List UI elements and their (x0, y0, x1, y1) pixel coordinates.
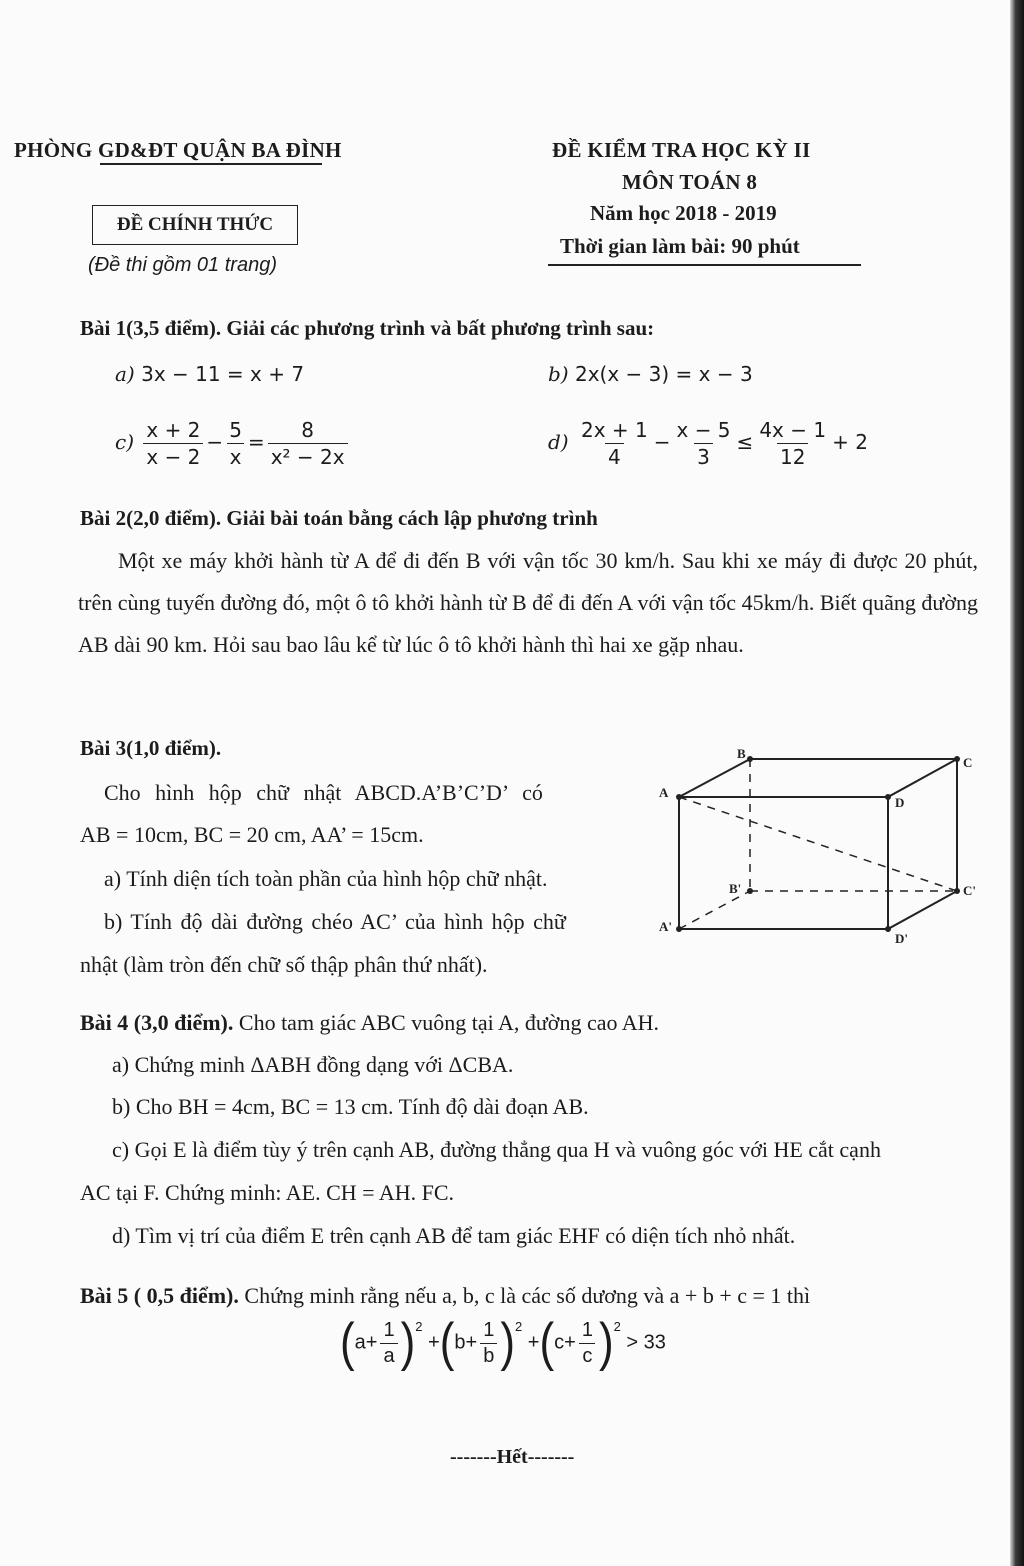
bai2-title: Bài 2(2,0 điểm). Giải bài toán bằng cách lập phương trình (80, 506, 598, 530)
bai1-title: Bài 1(3,5 điểm). Giải các phương trình và bất phương trình sau: (80, 316, 655, 340)
edge-A-B (679, 759, 750, 797)
bai4-title: Bài 4 (3,0 điểm). (80, 1010, 234, 1035)
bai1-d-frac3: $\frac{4x - 1}{12}$ (759, 418, 827, 469)
school-year: Năm học 2018 - 2019 (590, 201, 777, 225)
bai3-b1: b) Tính độ dài đường chéo AC’ của hình hộp chữ (104, 909, 566, 934)
bai1-b-eq: 2x(x − 3) = x − 3 (574, 362, 753, 386)
bai2-body: Một xe máy khởi hành từ A để đi đến B với vận tốc 30 km/h. Sau khi xe máy đi được 20 phút, trên cùng tuyến đường đó, một ô tô khởi hành từ B để đi đến A với vận tốc 45km/h. Biết quãng đường AB dài 90 km. Hỏi sau bao lâu kể từ lúc ô tô khởi hành thì hai xe gặp nhau. (78, 548, 978, 657)
duration-underline (548, 264, 861, 266)
bai4-c1: c) Gọi E là điểm tùy ý trên cạnh AB, đường thẳng qua H và vuông góc với HE cắt cạnh (112, 1137, 881, 1162)
bai1-b (548, 362, 753, 386)
end-marker: -------Hết------- (450, 1446, 575, 1468)
bai1-d-label: d) (548, 430, 569, 454)
bai1-b-label: b) (548, 362, 569, 386)
bai1-d: d) $\frac{2x + 1}{4}$ − $\frac{x - 5}{3}$ ≤ $\frac{4x - 1}{12}$ + 2 (548, 418, 868, 469)
edge-A1-B1 (679, 891, 750, 929)
bai5-title: Bài 5 ( 0,5 điểm). (80, 1283, 239, 1308)
pages-note: (Đề thi gồm 01 trang) (88, 254, 277, 276)
bai4-a: a) Chứng minh ΔABH đồng dạng với ΔCBA. (112, 1052, 514, 1077)
bai1-c-frac3: $\frac{8}{\text{x² − 2x}}$ (268, 418, 348, 469)
bai1-c-label: c) (115, 430, 135, 454)
org-underline (100, 163, 322, 165)
page-edge-shadow (1010, 0, 1024, 1566)
bai5-inequality: (a+ $\frac{1}{a}$ )$^2$ +(b+ $\frac{1}{b}$ )$^2$ +(c+ $\frac{1}{c}$ )$^2$ > 33 (340, 1313, 666, 1372)
label-B1: B' (729, 881, 742, 896)
bai4-header (80, 1010, 659, 1036)
label-C1: C' (963, 883, 976, 898)
bai4-b: b) Cho BH = 4cm, BC = 13 cm. Tính độ dài đoạn AB. (112, 1094, 589, 1119)
official-badge: ĐỀ CHÍNH THỨC (92, 205, 298, 245)
label-D: D (895, 795, 905, 810)
bai4-d: d) Tìm vị trí của điểm E trên cạnh AB để tam giác EHF có diện tích nhỏ nhất. (112, 1223, 796, 1248)
org-name: PHÒNG GD&ĐT QUẬN BA ĐÌNH (14, 138, 342, 162)
bai1-a-eq: 3x − 11 = x + 7 (141, 362, 305, 386)
bai1-c-frac1: $\frac{x + 2}{x - 2}$ (143, 418, 203, 469)
bai1-d-frac2: $\frac{x - 5}{3}$ (676, 418, 731, 469)
cuboid-figure (655, 745, 985, 945)
label-A: A (659, 785, 669, 800)
duration: Thời gian làm bài: 90 phút (560, 234, 800, 258)
exam-title: ĐỀ KIỂM TRA HỌC KỲ II (552, 138, 811, 162)
bai1-c: c) $\frac{x + 2}{x - 2}$ − $\frac{5}{x}$ = $\frac{8}{\text{x² − 2x}}$ (115, 418, 351, 469)
subject: MÔN TOÁN 8 (622, 170, 758, 194)
bai1-a (115, 362, 304, 386)
label-C: C (963, 755, 973, 770)
bai5-intro: Chứng minh rằng nếu a, b, c là các số dương và a + b + c = 1 thì (244, 1283, 811, 1308)
bai3-b2: nhật (làm tròn đến chữ số thập phân thứ nhất). (80, 952, 488, 977)
label-D1: D' (895, 931, 908, 945)
label-A1: A' (659, 919, 672, 934)
bai1-a-label: a) (115, 362, 135, 386)
bai4-c2: AC tại F. Chứng minh: AE. CH = AH. FC. (80, 1180, 455, 1205)
bai3-line1: Cho hình hộp chữ nhật ABCD.A’B’C’D’ có (104, 780, 543, 805)
edge-D-C (888, 759, 957, 797)
bai5-header (80, 1283, 810, 1309)
diagonal-AC1 (679, 797, 957, 891)
bai3-a: a) Tính diện tích toàn phần của hình hộp chữ nhật. (104, 866, 548, 891)
bai1-d-frac1: $\frac{2x + 1}{4}$ (580, 418, 648, 469)
bai5-rhs: > 33 (626, 1331, 666, 1354)
edge-D1-C1 (888, 891, 957, 929)
bai1-d-tail: + 2 (832, 430, 868, 454)
bai4-intro: Cho tam giác ABC vuông tại A, đường cao AH. (238, 1010, 660, 1035)
label-B: B (737, 746, 746, 761)
bai3-title: Bài 3(1,0 điểm). (80, 736, 222, 760)
bai3-line2: AB = 10cm, BC = 20 cm, AA’ = 15cm. (80, 822, 424, 847)
bai1-c-frac2: $\frac{5}{x}$ (226, 418, 245, 469)
